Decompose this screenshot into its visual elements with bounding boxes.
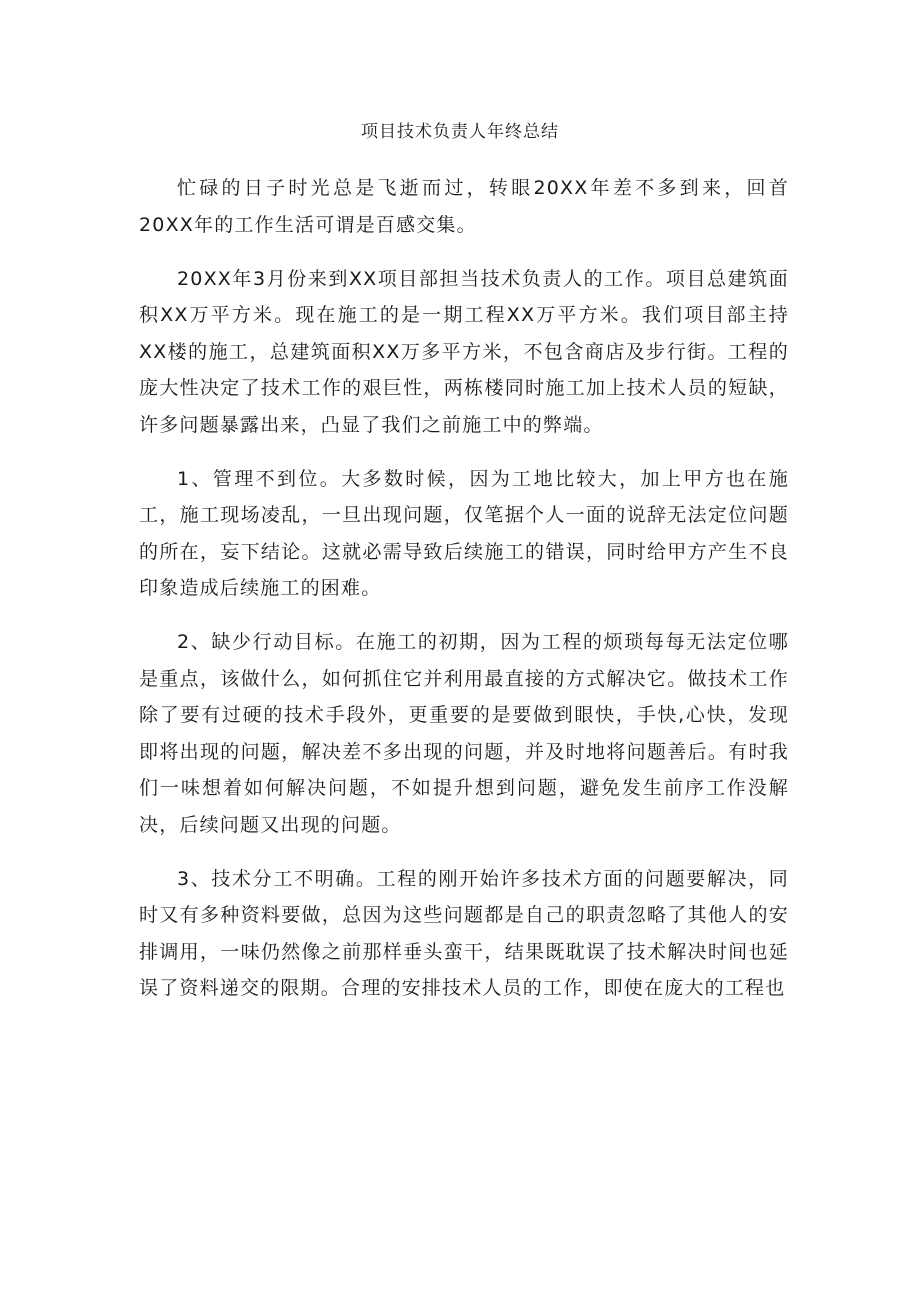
paragraph-issue-goals: 2、缺少行动目标。在施工的初期，因为工程的烦琐每每无法定位哪是重点，该做什么，如何抓住它并利用最直接的方式解决它。做技术工作除了要有过硬的技术手段外，更重要的是要做到眼快，手快,心快，发现即将出现的问题，解决差不多出现的问题，并及时地将问题善后。有时我们一味想着如何解决问题，不如提升想到问题，避免发生前序工作没解决，后续问题又出现的问题。 <box>139 631 789 836</box>
document-title: 项目技术负责人年终总结 <box>361 122 559 142</box>
paragraph-issue-management: 1、管理不到位。大多数时候，因为工地比较大，加上甲方也在施工，施工现场凌乱，一旦出现问题，仅笔据个人一面的说辞无法定位问题的所在，妄下结论。这就必需导致后续施工的错误，同时给甲方产生不良印象造成后续施工的困难。 <box>139 467 789 599</box>
paragraph-issue-division: 3、技术分工不明确。工程的刚开始许多技术方面的问题要解决，同时又有多种资料要做，总因为这些问题都是自己的职责忽略了其他人的安排调用，一味仍然像之前那样垂头蛮干，结果既耽误了技术解决时间也延误了资料递交的限期。合理的安排技术人员的工作，即使在庞大的工程也 <box>139 867 789 999</box>
document-body <box>139 170 789 1007</box>
paragraph-project-overview: 20XX年3月份来到XX项目部担当技术负责人的工作。项目总建筑面积XX万平方米。现在施工的是一期工程XX万平方米。我们项目部主持XX楼的施工，总建筑面积XX万多平方米，不包含商店及步行街。工程的庞大性决定了技术工作的艰巨性，两栋楼同时施工加上技术人员的短缺，许多问题暴露出来，凸显了我们之前施工中的弊端。 <box>139 267 789 436</box>
paragraph-intro: 忙碌的日子时光总是飞逝而过，转眼20XX年差不多到来，回首20XX年的工作生活可谓是百感交集。 <box>139 177 789 236</box>
